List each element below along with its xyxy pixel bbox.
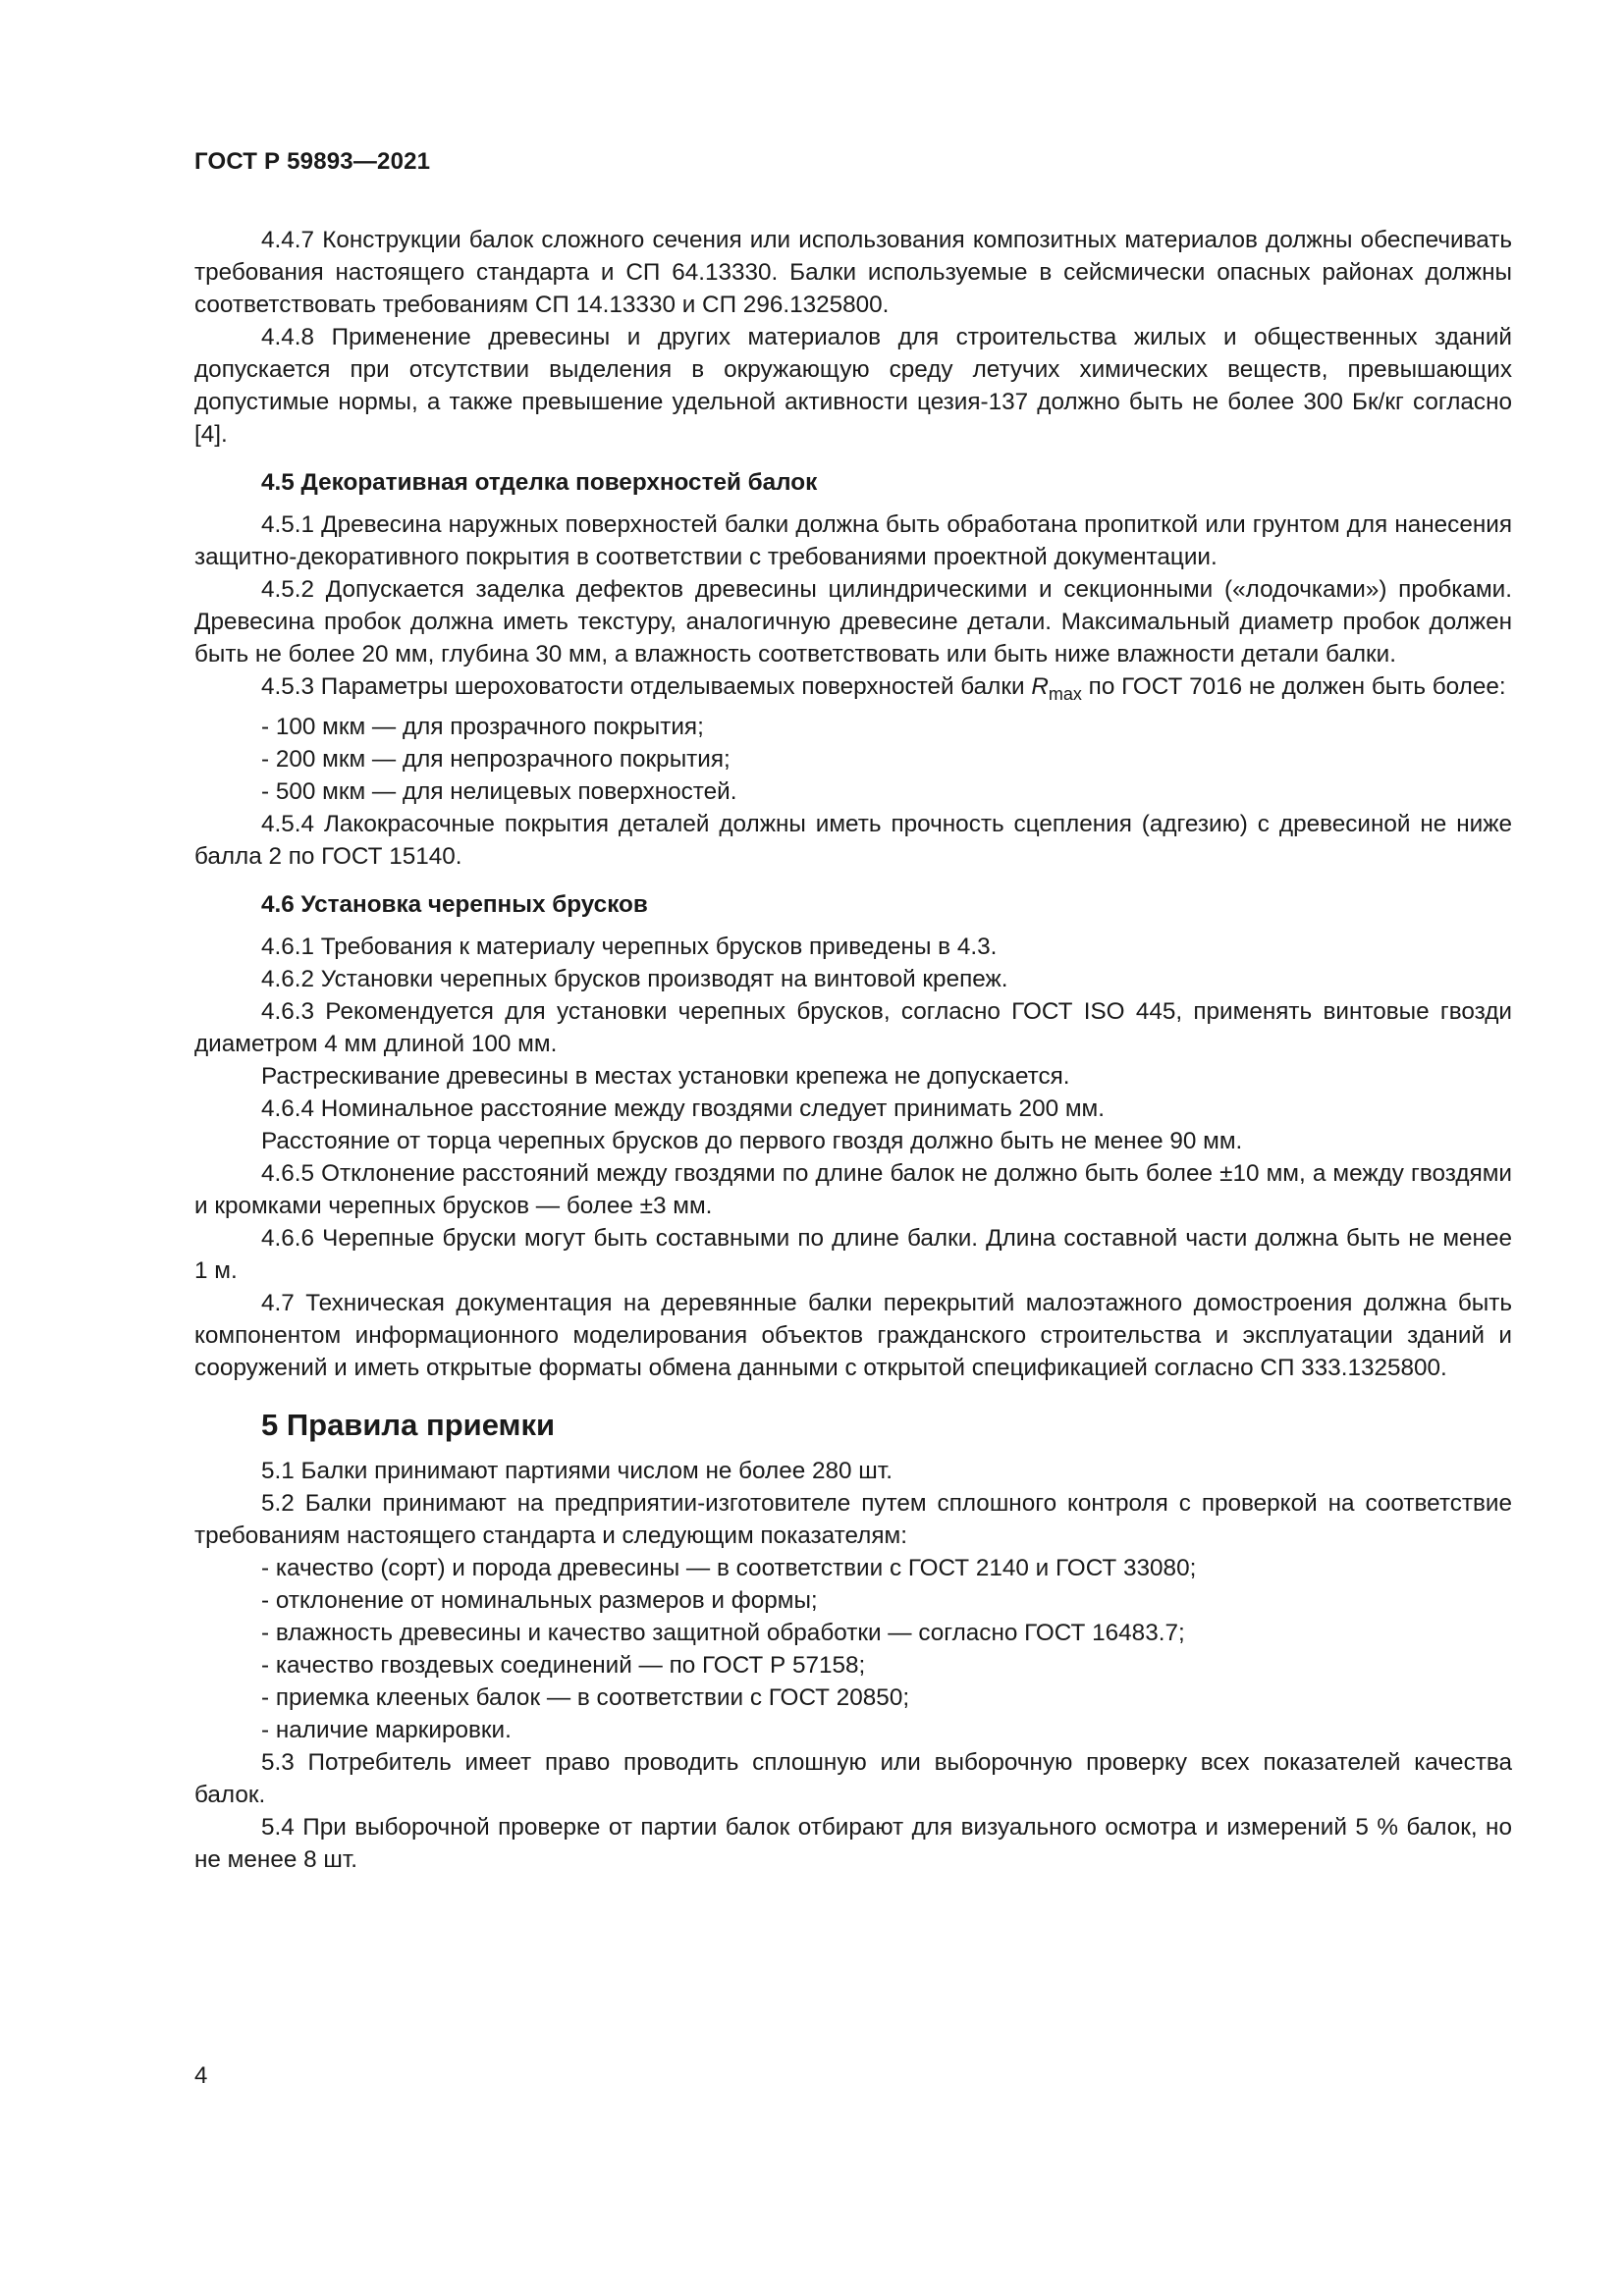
clause-4-6-1: 4.6.1 Требования к материалу черепных брусков приведены в 4.3. bbox=[261, 934, 998, 960]
clause-4-6-4: 4.6.4 Номинальное расстояние между гвоздями следует принимать 200 мм. bbox=[261, 1095, 1106, 1122]
document-body bbox=[194, 224, 1512, 1876]
clause-4-5-3-text-end: по ГОСТ 7016 не должен быть более: bbox=[1088, 673, 1506, 700]
clause-4-5-4: 4.5.4 Лакокрасочные покрытия деталей должны иметь прочность сцепления (адгезию) с древесиной не ниже балла 2 по ГОСТ 15140. bbox=[194, 811, 1512, 870]
clause-4-6-2: 4.6.2 Установки черепных брусков производят на винтовой крепеж. bbox=[261, 966, 1008, 992]
clause-4-5-3-text-start: 4.5.3 Параметры шероховатости отделываемых поверхностей балки bbox=[261, 673, 1025, 700]
list-item: - качество гвоздевых соединений — по ГОСТ Р 57158; bbox=[261, 1652, 866, 1679]
list-item: - наличие маркировки. bbox=[261, 1717, 512, 1743]
list-item: - 500 мкм — для нелицевых поверхностей. bbox=[261, 778, 737, 805]
list-item: - качество (сорт) и порода древесины — в соответствии с ГОСТ 2140 и ГОСТ 33080; bbox=[261, 1555, 1197, 1581]
clause-4-5-1: 4.5.1 Древесина наружных поверхностей балки должна быть обработана пропиткой или грунтом для нанесения защитно-декоративного покрытия в соответствии с требованиями проектной документации. bbox=[194, 511, 1512, 570]
clause-5-2: 5.2 Балки принимают на предприятии-изготовителе путем сплошного контроля с проверкой на соответствие требованиям настоящего стандарта и следующим показателям: bbox=[194, 1490, 1512, 1549]
clause-5-1: 5.1 Балки принимают партиями числом не более 280 шт. bbox=[261, 1458, 893, 1484]
list-item: - 200 мкм — для непрозрачного покрытия; bbox=[261, 746, 731, 773]
clause-5-3: 5.3 Потребитель имеет право проводить сплошную или выборочную проверку всех показателей качества балок. bbox=[194, 1749, 1512, 1808]
list-item: - влажность древесины и качество защитной обработки — согласно ГОСТ 16483.7; bbox=[261, 1620, 1185, 1646]
clause-4-7: 4.7 Техническая документация на деревянные балки перекрытий малоэтажного домостроения должна быть компонентом информационного моделирования объектов гражданского строительства и эксплуатации зданий и сооружений и иметь открытые форматы обмена данными с открытой спецификацией согласно СП 333.1325800. bbox=[194, 1290, 1512, 1381]
clause-4-5-2: 4.5.2 Допускается заделка дефектов древесины цилиндрическими и секционными («лодочками») пробками. Древесина пробок должна иметь текстуру, аналогичную древесине детали. Максимальный диаметр пробок должен быть не более 20 мм, глубина 30 мм, а влажность соответствовать или быть ниже влажности детали балки. bbox=[194, 576, 1512, 667]
clause-4-4-8: 4.4.8 Применение древесины и других материалов для строительства жилых и общественных зданий допускается при отсутствии выделения в окружающую среду летучих химических веществ, превышающих допустимые нормы, а также превышение удельной активности цезия-137 должно быть не более 300 Бк/кг согласно [4]. bbox=[194, 324, 1512, 448]
roughness-symbol: R bbox=[1031, 673, 1049, 700]
clause-4-6-5: 4.6.5 Отклонение расстояний между гвоздями по длине балок не должно быть более ±10 мм, а между гвоздями и кромками черепных брусков — более ±3 мм. bbox=[194, 1160, 1512, 1219]
list-item: - отклонение от номинальных размеров и формы; bbox=[261, 1587, 818, 1614]
page-number: 4 bbox=[194, 2062, 208, 2089]
clause-4-6-6: 4.6.6 Черепные бруски могут быть составными по длине балки. Длина составной части должна быть не менее 1 м. bbox=[194, 1225, 1512, 1284]
clause-4-6-4-note: Расстояние от торца черепных брусков до первого гвоздя должно быть не менее 90 мм. bbox=[261, 1128, 1243, 1154]
clause-4-4-7: 4.4.7 Конструкции балок сложного сечения или использования композитных материалов должны обеспечивать требования настоящего стандарта и СП 64.13330. Балки используемые в сейсмически опасных районах должны соответствовать требованиям СП 14.13330 и СП 296.1325800. bbox=[194, 227, 1512, 318]
subsection-heading-4-5: 4.5 Декоративная отделка поверхностей балок bbox=[261, 469, 818, 496]
document-header: ГОСТ Р 59893—2021 bbox=[194, 148, 431, 175]
list-item: - приемка клееных балок — в соответствии с ГОСТ 20850; bbox=[261, 1684, 910, 1711]
subsection-heading-4-6: 4.6 Установка черепных брусков bbox=[261, 891, 648, 918]
clause-4-5-3 bbox=[194, 670, 1512, 711]
list-item: - 100 мкм — для прозрачного покрытия; bbox=[261, 714, 704, 740]
clause-4-6-3-note: Растрескивание древесины в местах установки крепежа не допускается. bbox=[261, 1063, 1070, 1090]
roughness-subscript: max bbox=[1048, 684, 1082, 704]
clause-5-4: 5.4 При выборочной проверке от партии балок отбирают для визуального осмотра и измерений 5 % балок, но не менее 8 шт. bbox=[194, 1814, 1512, 1873]
section-heading-5: 5 Правила приемки bbox=[261, 1408, 556, 1442]
clause-4-6-3: 4.6.3 Рекомендуется для установки черепных брусков, согласно ГОСТ ISO 445, применять винтовые гвозди диаметром 4 мм длиной 100 мм. bbox=[194, 998, 1512, 1057]
